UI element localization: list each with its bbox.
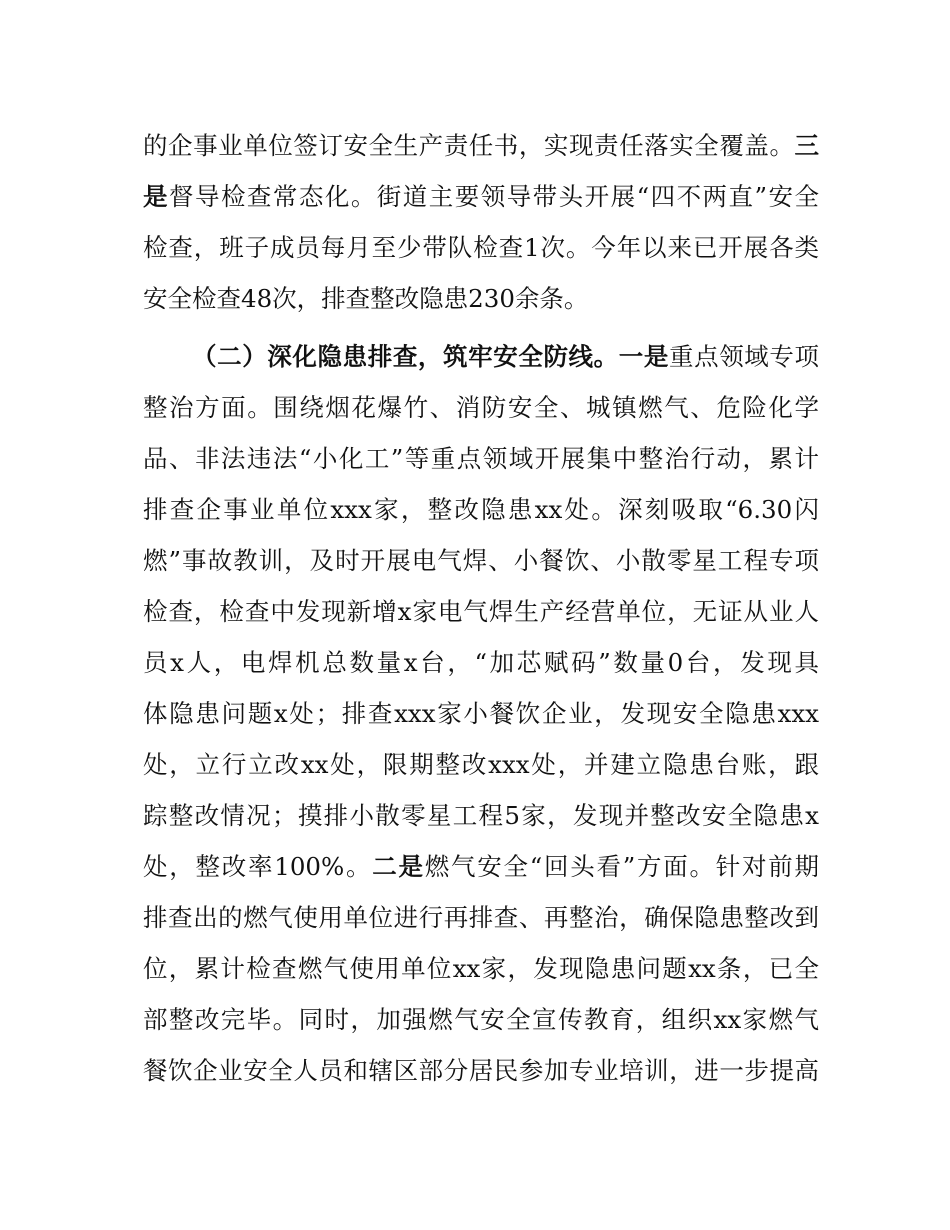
text-run: 处，整改率100%。 (143, 852, 373, 881)
text-run: 品、非法违法“小化工”等重点领域开展集中整治行动，累计 (143, 444, 819, 473)
text-line (143, 222, 819, 273)
text-run: 体隐患问题x处；排查xxx家小餐饮企业，发现安全隐患xxx (143, 699, 819, 728)
text-line (143, 790, 819, 841)
text-run: 的企事业单位签订安全生产责任书，实现责任落实全覆盖。 (143, 131, 795, 160)
text-line (143, 120, 819, 171)
text-run: 排查出的燃气使用单位进行再排查、再整治，确保隐患整改到 (143, 903, 819, 932)
text-line (143, 1045, 819, 1096)
text-run: 餐饮企业安全人员和辖区部分居民参加专业培训，进一步提高 (143, 1056, 819, 1085)
text-line (143, 273, 819, 324)
text-line (143, 331, 819, 382)
text-line (143, 637, 819, 688)
text-run: 检查，班子成员每月至少带队检查1次。今年以来已开展各类 (143, 233, 819, 262)
text-run: 安全检查48次，排查整改隐患230余条。 (143, 284, 589, 313)
text-run: 检查，检查中发现新增x家电气焊生产经营单位，无证从业人 (143, 597, 819, 626)
text-line (143, 688, 819, 739)
text-run: 排查企事业单位xxx家，整改隐患xx处。深刻吸取“6.30闪 (143, 495, 819, 524)
text-line (143, 433, 819, 484)
paragraph-1 (143, 120, 819, 324)
text-run: 整治方面。围绕烟花爆竹、消防安全、城镇燃气、危险化学 (143, 393, 819, 422)
text-run: 部整改完毕。同时，加强燃气安全宣传教育，组织xx家燃气 (143, 1005, 819, 1034)
bold-text-run: 一是 (618, 342, 669, 371)
text-line (143, 586, 819, 637)
text-run: 燃”事故教训，及时开展电气焊、小餐饮、小散零星工程专项 (143, 546, 819, 575)
text-line (143, 841, 819, 892)
text-line (143, 994, 819, 1045)
text-line (143, 739, 819, 790)
text-run: 踪整改情况；摸排小散零星工程5家，发现并整改安全隐患x (143, 801, 819, 830)
bold-text-run: 是 (143, 182, 169, 211)
text-line (143, 892, 819, 943)
text-run: 处，立行立改xx处，限期整改xxx处，并建立隐患台账，跟 (143, 750, 819, 779)
text-run: 重点领域专项 (669, 342, 819, 371)
text-line (143, 171, 819, 222)
text-line (143, 382, 819, 433)
bold-text-run: （二）深化隐患排查，筑牢安全防线。 (192, 342, 619, 371)
text-line (143, 484, 819, 535)
text-line (143, 943, 819, 994)
text-run: 燃气安全“回头看”方面。针对前期 (424, 852, 819, 881)
text-run: 位，累计检查燃气使用单位xx家，发现隐患问题xx条，已全 (143, 954, 819, 983)
text-run: 督导检查常态化。街道主要领导带头开展“四不两直”安全 (168, 182, 819, 211)
paragraph-2 (143, 331, 819, 1096)
bold-text-run: 二是 (372, 852, 425, 881)
text-line (143, 535, 819, 586)
text-run: 员x人，电焊机总数量x台，“加芯赋码”数量0台，发现具 (143, 648, 819, 677)
bold-text-run: 三 (794, 131, 819, 160)
